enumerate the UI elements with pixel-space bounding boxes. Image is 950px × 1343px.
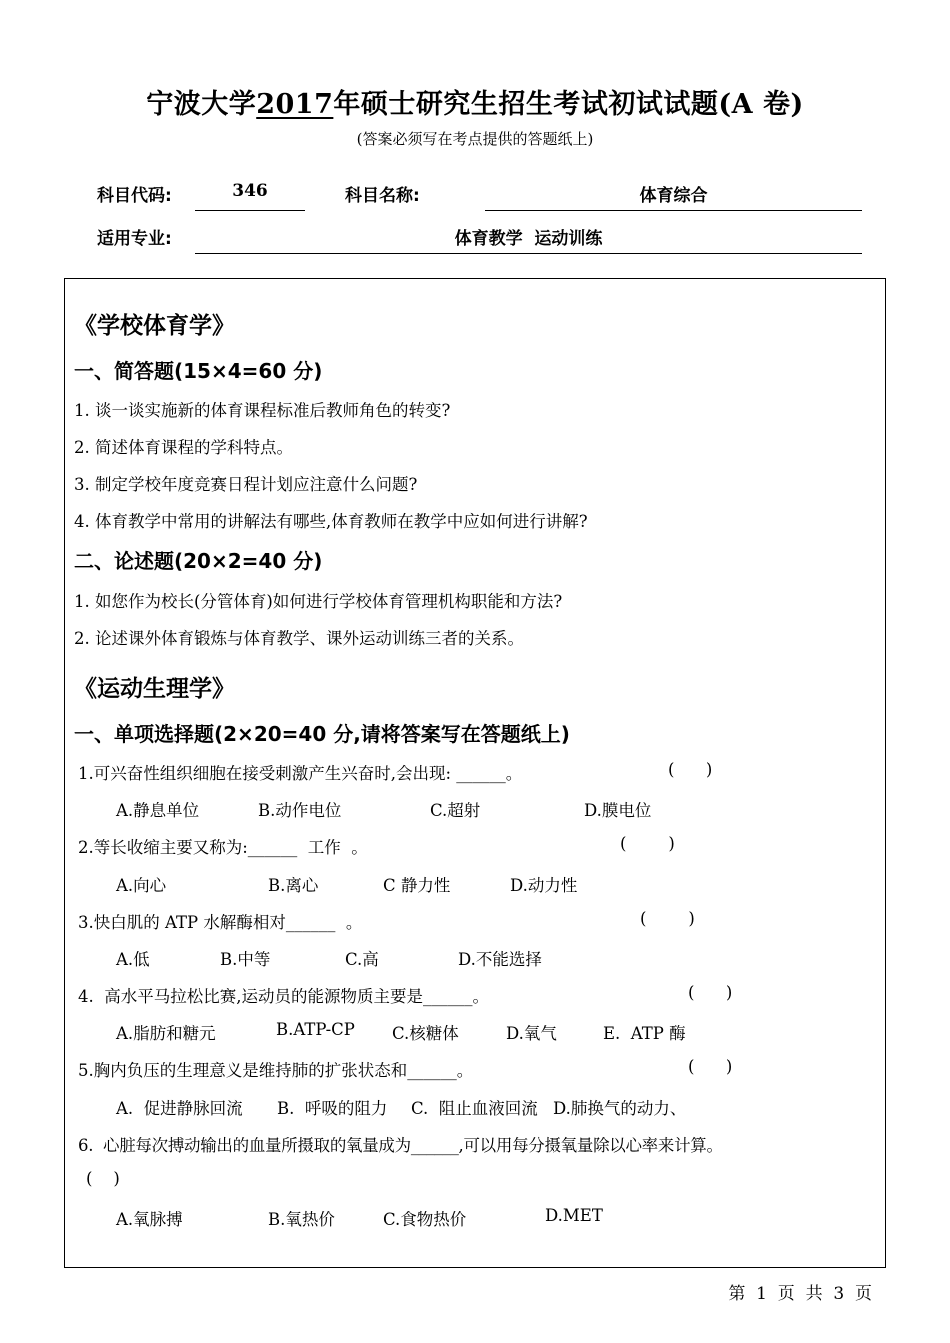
subject-code-underline xyxy=(195,210,305,211)
choice-q6-bracket: ( ) xyxy=(86,1169,120,1188)
exam-title xyxy=(0,82,950,121)
choice-q5-option-d: D.肺换气的动力、 xyxy=(553,1099,687,1118)
choice-q4-bracket: ( ) xyxy=(688,983,733,1002)
section-school-pe-title: 《学校体育学》 xyxy=(74,313,235,339)
choice-q3-option-b: B.中等 xyxy=(220,950,271,969)
section-exercise-physiology-title: 《运动生理学》 xyxy=(74,676,235,702)
short-answer-q1: 1. 谈一谈实施新的体育课程标准后教师角色的转变? xyxy=(74,401,451,420)
choice-q6-option-d: D.MET xyxy=(545,1206,603,1225)
choice-q2-option-a: A.向心 xyxy=(116,876,167,895)
choice-q4-option-d: D.氧气 xyxy=(506,1024,557,1043)
title-prefix: 宁波大学 xyxy=(146,89,257,120)
single-choice-title: 一、单项选择题(2×20=40 分,请将答案写在答题纸上) xyxy=(74,722,570,746)
page-number: 第 1 页 共 3 页 xyxy=(728,1284,872,1304)
choice-q1-bracket: ( ) xyxy=(668,760,713,779)
choice-q5-option-a: A. 促进静脉回流 xyxy=(116,1099,243,1118)
choice-q4-option-b: B.ATP-CP xyxy=(276,1020,355,1039)
choice-q1-option-a: A.静息单位 xyxy=(116,801,200,820)
title-suffix: 年硕士研究生招生考试初试试题(A 卷) xyxy=(333,89,804,120)
answer-note: (答案必须写在考点提供的答题纸上) xyxy=(356,130,594,148)
choice-q1-option-b: B.动作电位 xyxy=(258,801,342,820)
short-answer-q3: 3. 制定学校年度竞赛日程计划应注意什么问题? xyxy=(74,475,418,494)
choice-q2-option-c: C 静力性 xyxy=(383,876,451,895)
choice-q6-option-b: B.氧热价 xyxy=(268,1210,335,1229)
subject-name: 体育综合 xyxy=(639,186,708,206)
essay-q1: 1. 如您作为校长(分管体育)如何进行学校体育管理机构职能和方法? xyxy=(74,592,563,611)
choice-q1-stem: 1.可兴奋性组织细胞在接受刺激产生兴奋时,会出现: ______。 xyxy=(78,764,523,783)
title-year: 2017 xyxy=(256,89,334,120)
choice-q3-bracket: ( ) xyxy=(640,909,695,928)
choice-q4-option-a: A.脂肪和糖元 xyxy=(116,1024,216,1043)
choice-q5-bracket: ( ) xyxy=(688,1057,733,1076)
choice-q5-option-b: B. 呼吸的阻力 xyxy=(277,1099,388,1118)
choice-q2-option-b: B.离心 xyxy=(268,876,319,895)
choice-q1-option-c: C.超射 xyxy=(430,801,481,820)
short-answer-q2: 2. 简述体育课程的学科特点。 xyxy=(74,438,293,457)
choice-q5-option-c: C. 阻止血液回流 xyxy=(411,1099,538,1118)
short-answer-title: 一、简答题(15×4=60 分) xyxy=(74,359,323,383)
short-answer-q4: 4. 体育教学中常用的讲解法有哪些,体育教师在教学中应如何进行讲解? xyxy=(74,512,588,531)
essay-title: 二、论述题(20×2=40 分) xyxy=(74,549,323,573)
choice-q3-option-a: A.低 xyxy=(116,950,150,969)
choice-q5-stem: 5.胸内负压的生理意义是维持肺的扩张状态和______。 xyxy=(78,1061,474,1080)
subject-code-label: 科目代码: xyxy=(97,186,172,206)
essay-q2: 2. 论述课外体育锻炼与体育教学、课外运动训练三者的关系。 xyxy=(74,629,524,648)
major-label: 适用专业: xyxy=(97,229,172,249)
choice-q6-stem: 6. 心脏每次搏动输出的血量所摄取的氧量成为______,可以用每分摄氧量除以心率来计算。 xyxy=(78,1136,723,1155)
subject-code: 346 xyxy=(232,181,268,201)
subject-name-label: 科目名称: xyxy=(345,186,420,206)
choice-q2-option-d: D.动力性 xyxy=(510,876,578,895)
choice-q6-option-a: A.氧脉搏 xyxy=(116,1210,183,1229)
choice-q4-option-c: C.核糖体 xyxy=(392,1024,459,1043)
choice-q3-option-d: D.不能选择 xyxy=(458,950,542,969)
choice-q4-stem: 4. 高水平马拉松比赛,运动员的能源物质主要是______。 xyxy=(78,987,489,1006)
choice-q3-stem: 3.快白肌的 ATP 水解酶相对______ 。 xyxy=(78,913,363,932)
choice-q2-stem: 2.等长收缩主要又称为:______ 工作 。 xyxy=(78,838,368,857)
choice-q2-bracket: ( ) xyxy=(620,834,675,853)
choice-q3-option-c: C.高 xyxy=(345,950,379,969)
choice-q1-option-d: D.膜电位 xyxy=(584,801,652,820)
major-underline xyxy=(195,253,862,254)
choice-q6-option-c: C.食物热价 xyxy=(383,1210,467,1229)
major: 体育教学 运动训练 xyxy=(454,229,603,249)
subject-name-underline xyxy=(485,210,862,211)
choice-q4-option-e: E. ATP 酶 xyxy=(603,1024,686,1043)
